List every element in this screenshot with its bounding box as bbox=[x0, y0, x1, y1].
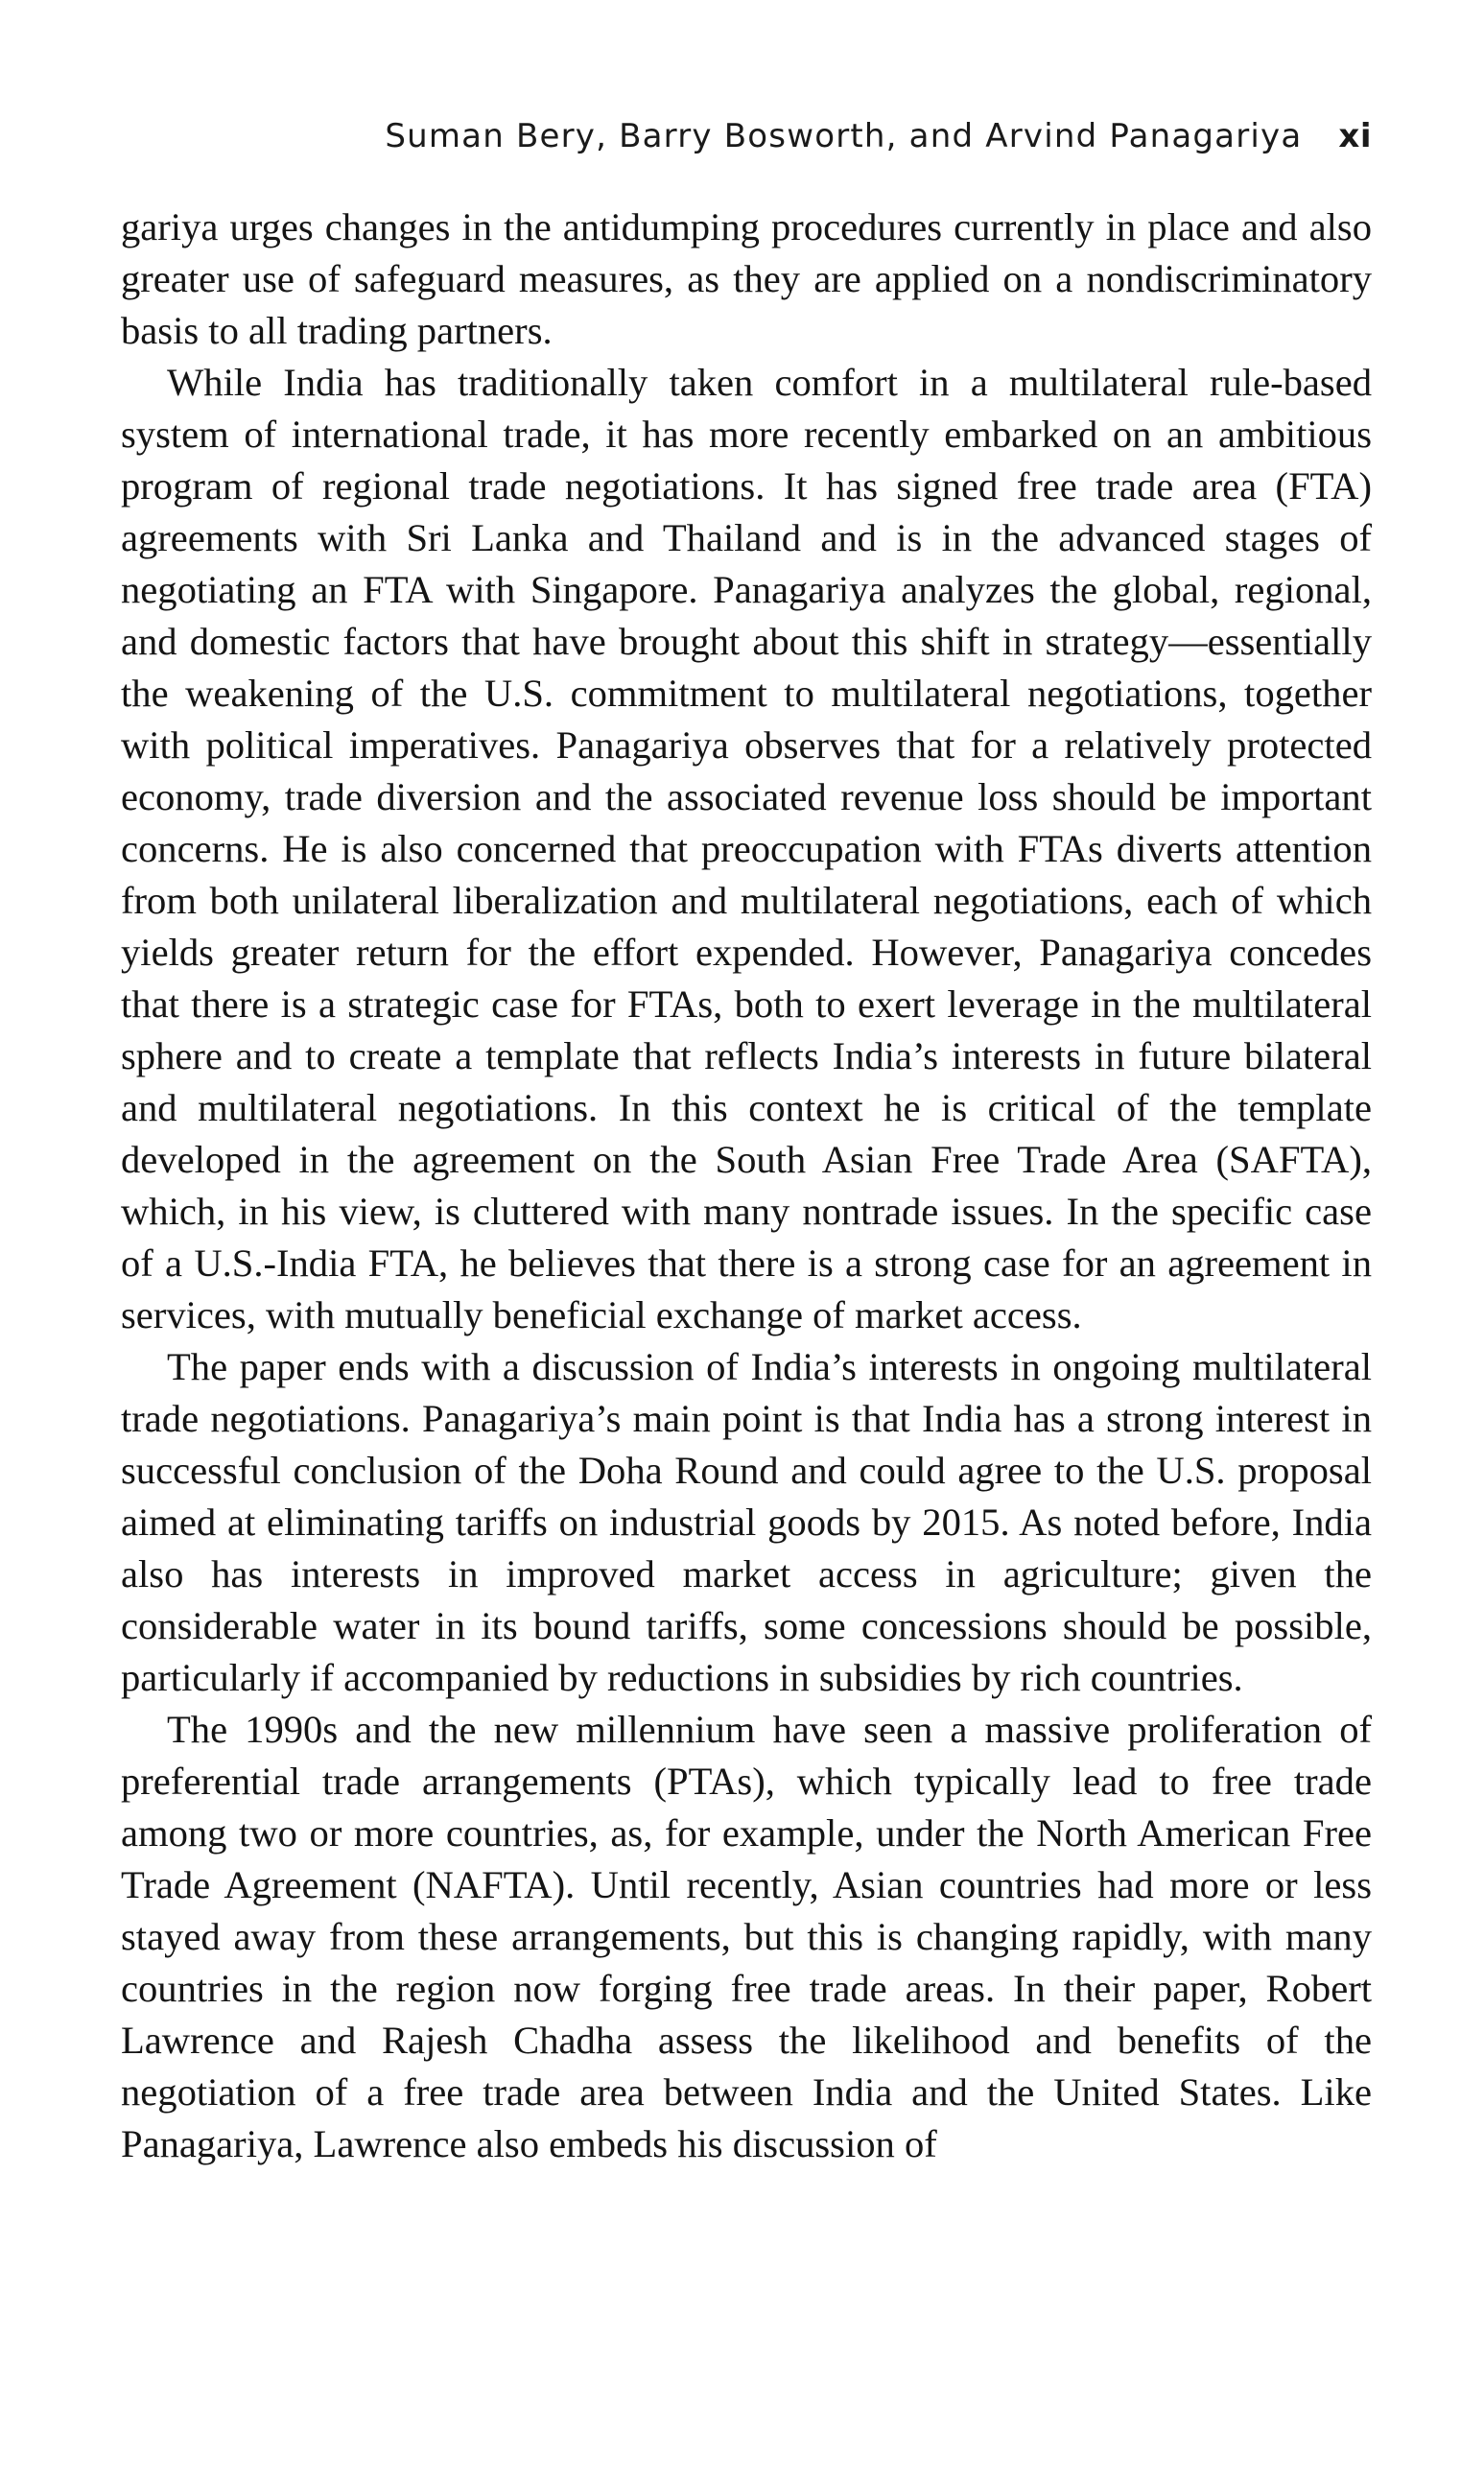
running-head bbox=[121, 107, 1372, 165]
running-head-authors: Suman Bery, Barry Bosworth, and Arvind Panagariya bbox=[385, 117, 1303, 155]
page-number: xi bbox=[1338, 117, 1372, 155]
paragraph-multilateral-negotiations: The paper ends with a discussion of India’s interests in ongoing multilateral trade negotiations. Panagariya’s main point is that India has a strong interest in successful conclusion of the Doha Round and could agree to the U.S. proposal aimed at eliminating tariffs on industrial goods by 2015. As noted before, India also has interests in improved market access in agriculture; given the considerable water in its bound tariffs, some concessions should be possible, particularly if accompanied by reductions in subsidies by rich countries. bbox=[121, 1345, 1372, 1699]
body-text bbox=[121, 201, 1372, 2170]
paragraph-preferential-trade: The 1990s and the new millennium have seen a massive proliferation of preferential trade arrangements (PTAs), which typically lead to free trade among two or more countries, as, for example, under the North American Free Trade Agreement (NAFTA). Until recently, Asian countries had more or less stayed away from these arrangements, but this is changing rapidly, with many countries in the region now forging free trade areas. In their paper, Robert Lawrence and Rajesh Chadha assess the likelihood and benefits of the negotiation of a free trade area between India and the United States. Like Panagariya, Lawrence also embeds his discussion of bbox=[121, 1708, 1372, 2165]
paragraph-regional-trade: While India has traditionally taken comfort in a multilateral rule-based system of international trade, it has more recently embarked on an ambitious program of regional trade negotiations. It has signed free trade area (FTA) agreements with Sri Lanka and Thailand and is in the advanced stages of negotiating an FTA with Singapore. Panagariya analyzes the global, regional, and domestic factors that have brought about this shift in strategy—essentially the weakening of the U.S. commitment to multilateral negotiations, together with political imperatives. Panagariya observes that for a relatively protected economy, trade diversion and the associated revenue loss should be important concerns. He is also concerned that preoccupation with FTAs diverts attention from both unilateral liberalization and multilateral negotiations, each of which yields greater return for the effort expended. However, Panagariya concedes that there is a strategic case for FTAs, both to exert leverage in the multilateral sphere and to create a template that reflects India’s interests in future bilateral and multilateral negotiations. In this context he is critical of the template developed in the agreement on the South Asian Free Trade Area (SAFTA), which, in his view, is cluttered with many nontrade issues. In the specific case of a U.S.-India FTA, he believes that there is a strong case for an agreement in services, with mutually beneficial exchange of market access. bbox=[121, 361, 1372, 1336]
paragraph-continued: gariya urges changes in the antidumping procedures currently in place and also greater use of safeguard measures, as they are applied on a nondiscriminatory basis to all trading partners. bbox=[121, 205, 1372, 352]
